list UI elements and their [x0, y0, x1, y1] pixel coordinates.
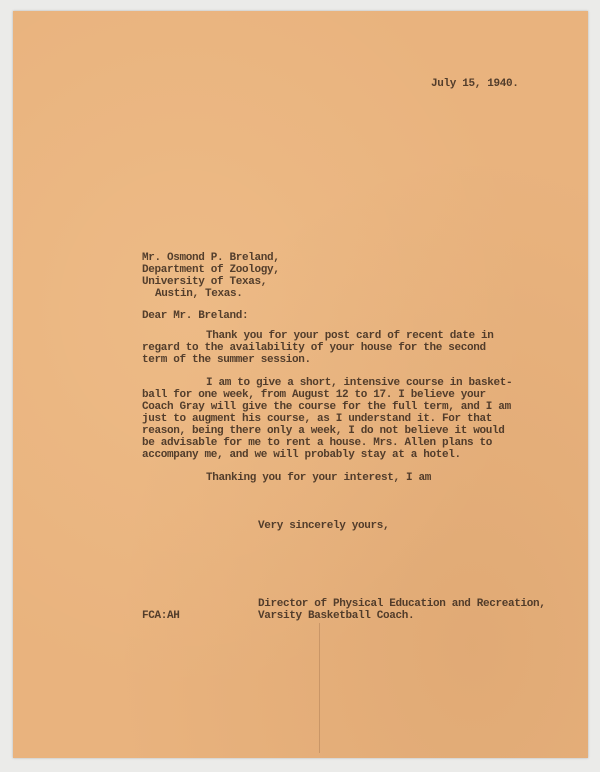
paragraph-2-line: just to augment his course, as I understand it. For that — [142, 413, 493, 425]
recipient-line: University of Texas, — [142, 276, 268, 288]
salutation: Dear Mr. Breland: — [142, 310, 249, 322]
paragraph-1-line: term of the summer session. — [142, 354, 311, 366]
closing: Very sincerely yours, — [258, 520, 390, 532]
recipient-line: Department of Zoology, — [142, 264, 280, 276]
paper-crease — [319, 623, 320, 753]
typist-initials: FCA:AH — [142, 610, 180, 622]
paragraph-2-line: accompany me, and we will probably stay at a hotel. — [142, 449, 461, 461]
letter-date: July 15, 1940. — [431, 78, 519, 90]
paragraph-2-line: ball for one week, from August 12 to 17. I believe your — [142, 389, 486, 401]
paragraph-2-line: Coach Gray will give the course for the full term, and I am — [142, 401, 511, 413]
letter-page — [13, 11, 588, 758]
recipient-line: Austin, Texas. — [155, 288, 243, 300]
paragraph-2-line: reason, being there only a week, I do not believe it would — [142, 425, 505, 437]
recipient-line: Mr. Osmond P. Breland, — [142, 252, 280, 264]
signature-title-line: Director of Physical Education and Recreation, — [258, 598, 546, 610]
paragraph-1-line: Thank you for your post card of recent date in — [206, 330, 494, 342]
paragraph-2-line: be advisable for me to rent a house. Mrs. Allen plans to — [142, 437, 493, 449]
paragraph-2-line: I am to give a short, intensive course in basket- — [206, 377, 513, 389]
paragraph-3: Thanking you for your interest, I am — [206, 472, 432, 484]
paragraph-1-line: regard to the availability of your house for the second — [142, 342, 486, 354]
signature-title-line: Varsity Basketball Coach. — [258, 610, 415, 622]
